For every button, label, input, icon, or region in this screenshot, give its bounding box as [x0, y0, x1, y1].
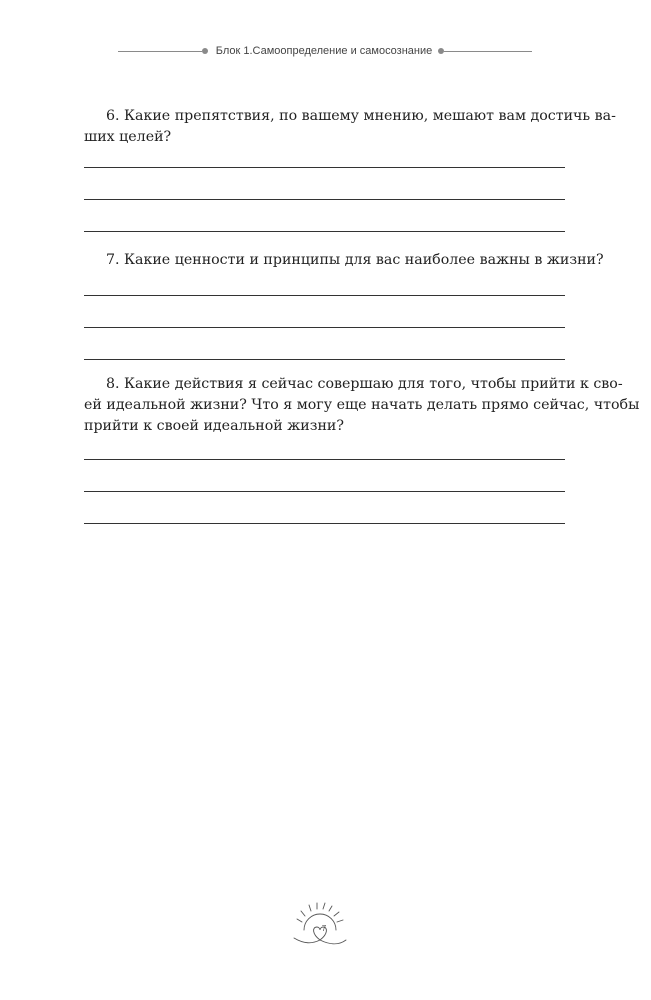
header-rule-left [118, 51, 202, 52]
answer-line[interactable] [84, 199, 565, 200]
question-text-line: 8. Какие действия я сейчас совершаю для того, чтобы прийти к сво- [106, 376, 623, 392]
answer-line[interactable] [84, 359, 565, 360]
question-7 [84, 250, 604, 271]
header-dot-left [202, 48, 208, 54]
question-8 [84, 374, 640, 437]
question-text-line: 7. Какие ценности и принципы для вас наиболее важны в жизни? [106, 252, 604, 268]
header-rule-right [444, 51, 532, 52]
answer-line[interactable] [84, 523, 565, 524]
answer-line[interactable] [84, 295, 565, 296]
running-header [0, 42, 651, 62]
header-title: Блок 1.Самоопределение и самосознание [215, 45, 433, 57]
question-6 [84, 106, 616, 148]
question-text-line: ших целей? [84, 129, 172, 145]
question-text-line: 6. Какие препятствия, по вашему мнению, мешают вам достичь ва- [106, 108, 616, 124]
answer-line[interactable] [84, 167, 565, 168]
question-text-line: ей идеальной жизни? Что я могу еще начать делать прямо сейчас, чтобы [84, 397, 640, 413]
answer-line[interactable] [84, 491, 565, 492]
answer-line[interactable] [84, 231, 565, 232]
page-number: 7 [321, 924, 327, 933]
answer-line[interactable] [84, 459, 565, 460]
answer-line[interactable] [84, 327, 565, 328]
question-text-line: прийти к своей идеальной жизни? [84, 418, 344, 434]
